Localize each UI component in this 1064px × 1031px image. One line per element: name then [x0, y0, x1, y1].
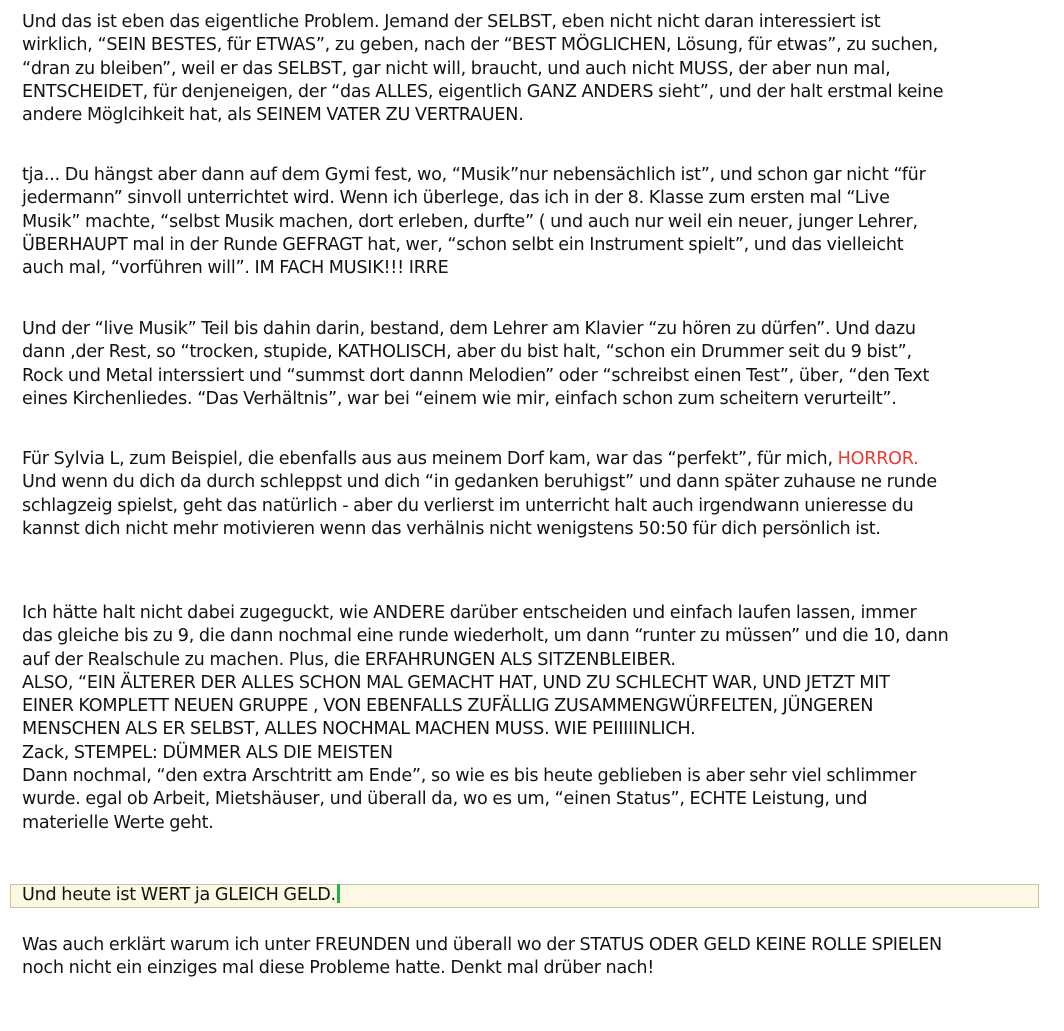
text-line: Und der “live Musik” Teil bis dahin darin, bestand, dem Lehrer am Klavier “zu hören zu dürfen”. Und dazu — [22, 319, 916, 339]
text-line: auf der Realschule zu machen. Plus, die ERFAHRUNGEN ALS SITZENBLEIBER. — [22, 649, 676, 670]
text-line: Dann nochmal, “den extra Arschtritt am Ende”, so wie es bis heute geblieben is aber sehr viel schlimmer — [22, 766, 917, 787]
paragraph-5 — [22, 602, 1052, 835]
active-line-content: Und heute ist WERT ja GLEICH GELD. — [22, 885, 336, 905]
text-line: wurde. egal ob Arbeit, Mietshäuser, und überall da, wo es um, “einen Status”, ECHTE Leistung, und — [22, 789, 868, 810]
active-line-highlight[interactable] — [10, 884, 1039, 908]
text-line: Ich hätte halt nicht dabei zugeguckt, wie ANDERE darüber entscheiden und einfach laufen lassen, immer — [22, 603, 917, 623]
text-line: MENSCHEN ALS ER SELBST, ALLES NOCHMAL MACHEN MUSS. WIE PEIIIIINLICH. — [22, 719, 696, 740]
paragraph-7 — [22, 934, 1052, 981]
text-line: tja... Du hängst aber dann auf dem Gymi fest, wo, “Musik”nur nebensächlich ist”, und schon gar nicht “für — [22, 165, 926, 185]
text-line-prefix: Für Sylvia L, zum Beispiel, die ebenfalls aus aus meinem Dorf kam, war das “perfekt”, für mich, — [22, 449, 838, 469]
text-line — [22, 448, 1052, 471]
text-line: “dran zu bleiben”, weil er das SELBST, gar nicht will, braucht, und auch nicht MUSS, der aber nun mal, — [22, 58, 891, 79]
text-line: Was auch erklärt warum ich unter FREUNDEN und überall wo der STATUS ODER GELD KEINE ROLLE SPIELEN — [22, 935, 942, 955]
text-line: ENTSCHEIDET, für denjeneigen, der “das ALLES, eigentlich GANZ ANDERS sieht”, und der halt erstmal keine — [22, 81, 944, 102]
text-line: Und das ist eben das eigentliche Problem. Jemand der SELBST, eben nicht nicht daran interessiert ist — [22, 12, 881, 32]
text-line: Zack, STEMPEL: DÜMMER ALS DIE MEISTEN — [22, 742, 393, 763]
active-line-text[interactable] — [22, 884, 340, 907]
text-line: jedermann” sinvoll unterrichtet wird. Wenn ich überlege, das ich in der 8. Klasse zum ersten mal “Live — [22, 188, 890, 209]
text-line: materielle Werte geht. — [22, 812, 214, 833]
text-line: EINER KOMPLETT NEUEN GRUPPE , VON EBENFALLS ZUFÄLLIG ZUSAMMENGWÜRFELTEN, JÜNGEREN — [22, 696, 874, 717]
text-line: wirklich, “SEIN BESTES, für ETWAS”, zu geben, nach der “BEST MÖGLICHEN, Lösung, für etwas”, zu suchen, — [22, 35, 939, 56]
text-line: andere Möglcihkeit hat, als SEINEM VATER ZU VERTRAUEN. — [22, 105, 524, 126]
text-line: ÜBERHAUPT mal in der Runde GEFRAGT hat, wer, “schon selbt ein Instrument spielt”, und das vielleicht — [22, 234, 904, 255]
text-line: dann ,der Rest, so “trocken, stupide, KATHOLISCH, aber du bist halt, “schon ein Drummer seit du 9 bist”, — [22, 342, 912, 363]
paragraph-2 — [22, 164, 1052, 280]
highlighted-word: HORROR. — [837, 449, 919, 469]
text-line: ALSO, “EIN ÄLTERER DER ALLES SCHON MAL GEMACHT HAT, UND ZU SCHLECHT WAR, UND JETZT MIT — [22, 672, 890, 693]
text-line: eines Kirchenliedes. “Das Verhältnis”, war bei “einem wie mir, einfach schon zum scheitern verurteilt”. — [22, 388, 897, 409]
text-line: auch mal, “vorführen will”. IM FACH MUSIK!!! IRRE — [22, 258, 449, 279]
text-cursor — [337, 884, 340, 903]
paragraph-1 — [22, 11, 1052, 127]
text-line: schlagzeig spielst, geht das natürlich - aber du verlierst im unterricht halt auch irgendwann unieresse du — [22, 495, 914, 516]
text-line: Musik” machte, “selbst Musik machen, dort erleben, durfte” ( und auch nur weil ein neuer, junger Lehrer, — [22, 211, 918, 232]
text-line: das gleiche bis zu 9, die dann nochmal eine runde wiederholt, um dann “runter zu müssen” und die 10, dann — [22, 626, 949, 647]
text-line: Und wenn du dich da durch schleppst und dich “in gedanken beruhigst” und dann später zuhause ne runde — [22, 472, 937, 493]
text-line: noch nicht ein einziges mal diese Probleme hatte. Denkt mal drüber nach! — [22, 958, 655, 979]
text-line: Rock und Metal interssiert und “summst dort dannn Melodien” oder “schreibst einen Test”, über, “den Text — [22, 365, 930, 386]
paragraph-3 — [22, 318, 1052, 411]
paragraph-4 — [22, 448, 1052, 541]
text-line: kannst dich nicht mehr motivieren wenn das verhälnis nicht wenigstens 50:50 für dich persönlich ist. — [22, 518, 881, 539]
